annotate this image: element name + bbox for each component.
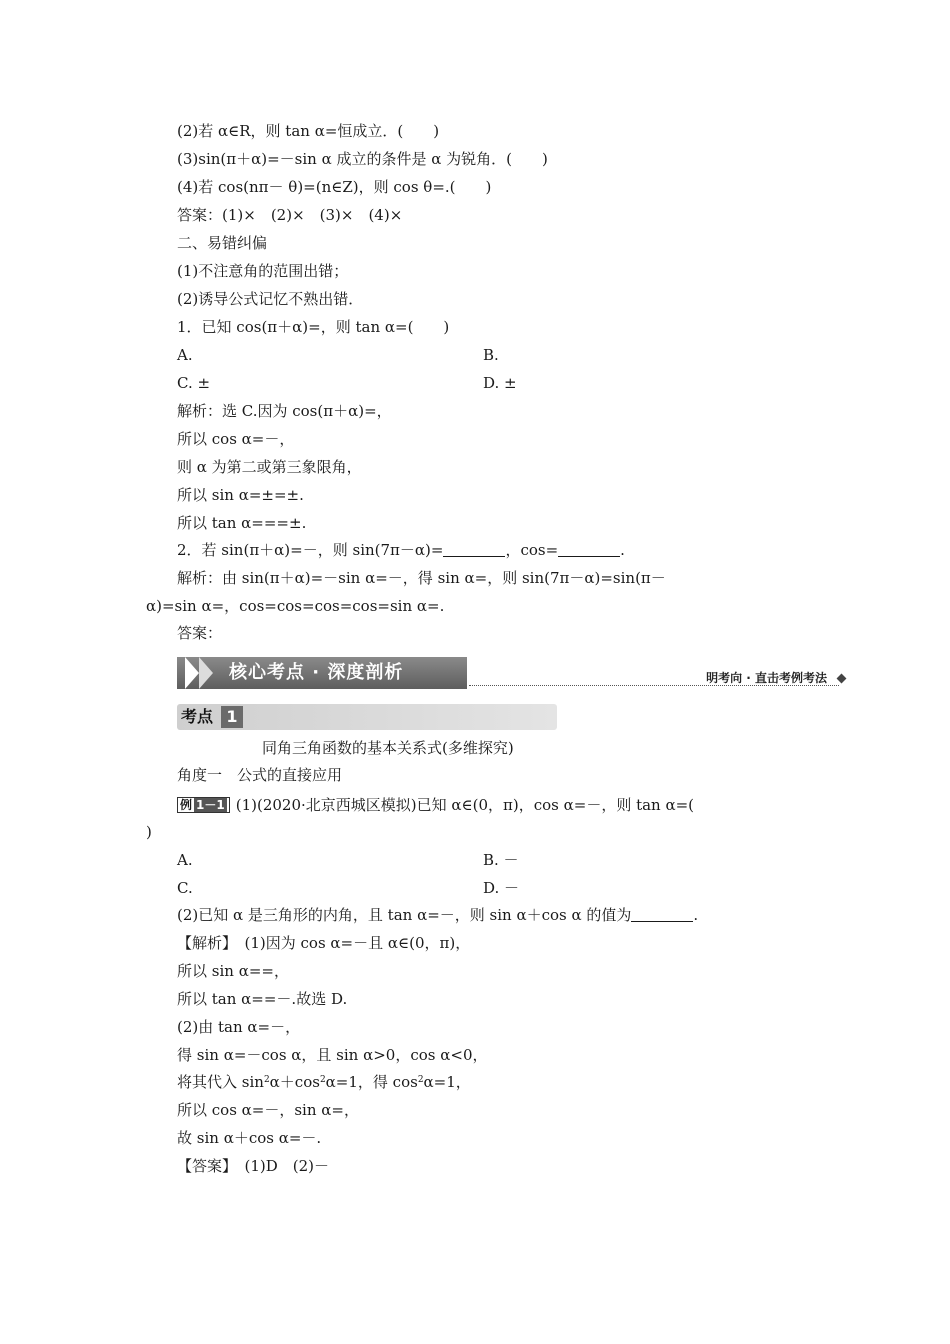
error-item-2: (2)诱导公式记忆不熟出错．: [177, 290, 364, 308]
answer-blank: [631, 907, 693, 922]
problem-2-stem-part-c: .: [620, 541, 625, 559]
problem-2-answer: 答案：: [177, 624, 223, 642]
example-question-2-end: .: [693, 906, 699, 924]
banner-subtitle: 明考向 · 直击考例考法: [706, 671, 827, 685]
example-tag: [177, 797, 230, 813]
problem-2-solution-line-1: 解析：由 sin(π＋α)=－sin α=－，得 sin α=，则 sin(7π－α)=sin(π－: [177, 569, 666, 587]
text-fragment: α＋cos: [269, 1073, 320, 1091]
example-option-b: B. －: [483, 851, 519, 869]
diamond-icon: [837, 674, 847, 684]
example-question-2: [177, 905, 698, 925]
kaodian-header: [177, 704, 557, 730]
judge-answer: 答案：(1)× (2)× (3)× (4)×: [177, 206, 403, 224]
problem-2-stem: [177, 540, 625, 560]
example-option-d: D. －: [483, 879, 520, 897]
problem-1-option-d: D. ±: [483, 374, 517, 392]
kaodian-topic: 同角三角函数的基本关系式(多维探究): [262, 739, 514, 757]
text-fragment: α=1，得 cos: [325, 1073, 418, 1091]
problem-1-option-a: A.: [177, 346, 193, 364]
answer-blank: [443, 542, 505, 557]
errors-heading: 二、易错纠偏: [177, 234, 268, 252]
chevron-right-icon: [199, 657, 213, 689]
problem-1-option-b: B.: [483, 346, 499, 364]
example-question-1-line-1: (1)(2020·北京西城区模拟)已知 α∈(0，π)，cos α=－，则 tan α=(: [235, 796, 695, 814]
solution-line-2: 所以 sin α==，: [177, 962, 289, 980]
exponent: 2: [263, 1075, 270, 1085]
problem-1-solution-3: 则 α 为第二或第三象限角，: [177, 458, 362, 476]
banner-title: 核心考点 · 深度剖析: [229, 662, 404, 683]
example-tag-number: 1－1: [196, 798, 225, 812]
solution-line-5: 得 sin α=－cos α，且 sin α>0，cos α<0，: [177, 1046, 488, 1064]
problem-1-solution-1: 解析：选 C.因为 cos(π＋α)=，: [177, 402, 392, 420]
text-fragment: α=1，: [423, 1073, 471, 1091]
problem-2-stem-part-a: 2．若 sin(π＋α)=－，则 sin(7π－α)=: [177, 541, 444, 559]
error-item-1: (1)不注意角的范围出错；: [177, 262, 349, 280]
problem-1-solution-5: 所以 tan α===±.: [177, 514, 307, 532]
text-fragment: 将其代入 sin: [177, 1073, 264, 1091]
exponent: 2: [319, 1075, 326, 1085]
chevron-right-icon: [185, 657, 199, 689]
solution-line-6: [177, 1072, 471, 1092]
problem-1-stem: 1．已知 cos(π＋α)=，则 tan α=( ): [177, 318, 450, 336]
example-option-a: A.: [177, 851, 193, 869]
solution-line-1: 【解析】 (1)因为 cos α=－且 α∈(0，π)，: [177, 934, 471, 952]
kaodian-label: 考点: [181, 707, 214, 726]
solution-line-7: 所以 cos α=－，sin α=，: [177, 1101, 359, 1119]
problem-1-option-c: C. ±: [177, 374, 211, 392]
answer-line: 【答案】 (1)D (2)－: [177, 1157, 330, 1175]
solution-line-4: (2)由 tan α=－，: [177, 1018, 301, 1036]
problem-2-solution-line-2: α)=sin α=，cos=cos=cos=cos=sin α=.: [146, 597, 445, 615]
example-1-1-question-1: [177, 795, 694, 815]
example-tag-label: 例: [180, 798, 193, 812]
solution-line-3: 所以 tan α==－.故选 D.: [177, 990, 348, 1008]
angle-heading: 角度一 公式的直接应用: [177, 766, 343, 784]
example-question-1-line-2: ): [146, 823, 152, 841]
judge-q3: (3)sin(π＋α)=－sin α 成立的条件是 α 为锐角．( ): [177, 150, 548, 168]
problem-1-solution-4: 所以 sin α=±=±.: [177, 486, 304, 504]
example-option-c: C.: [177, 879, 193, 897]
judge-q2: (2)若 α∈R，则 tan α=恒成立．( ): [177, 122, 440, 140]
section-banner: [177, 655, 847, 691]
exponent: 2: [417, 1075, 424, 1085]
problem-2-stem-part-b: ，cos=: [505, 541, 559, 559]
judge-q4: (4)若 cos(nπ－ θ)=(n∈Z)，则 cos θ=.( ): [177, 178, 492, 196]
answer-blank: [558, 542, 620, 557]
solution-line-8: 故 sin α＋cos α=－.: [177, 1129, 322, 1147]
example-question-2-text: (2)已知 α 是三角形的内角，且 tan α=－，则 sin α＋cos α 的值为: [177, 906, 632, 924]
problem-1-solution-2: 所以 cos α=－，: [177, 430, 295, 448]
kaodian-number: 1: [221, 706, 243, 728]
